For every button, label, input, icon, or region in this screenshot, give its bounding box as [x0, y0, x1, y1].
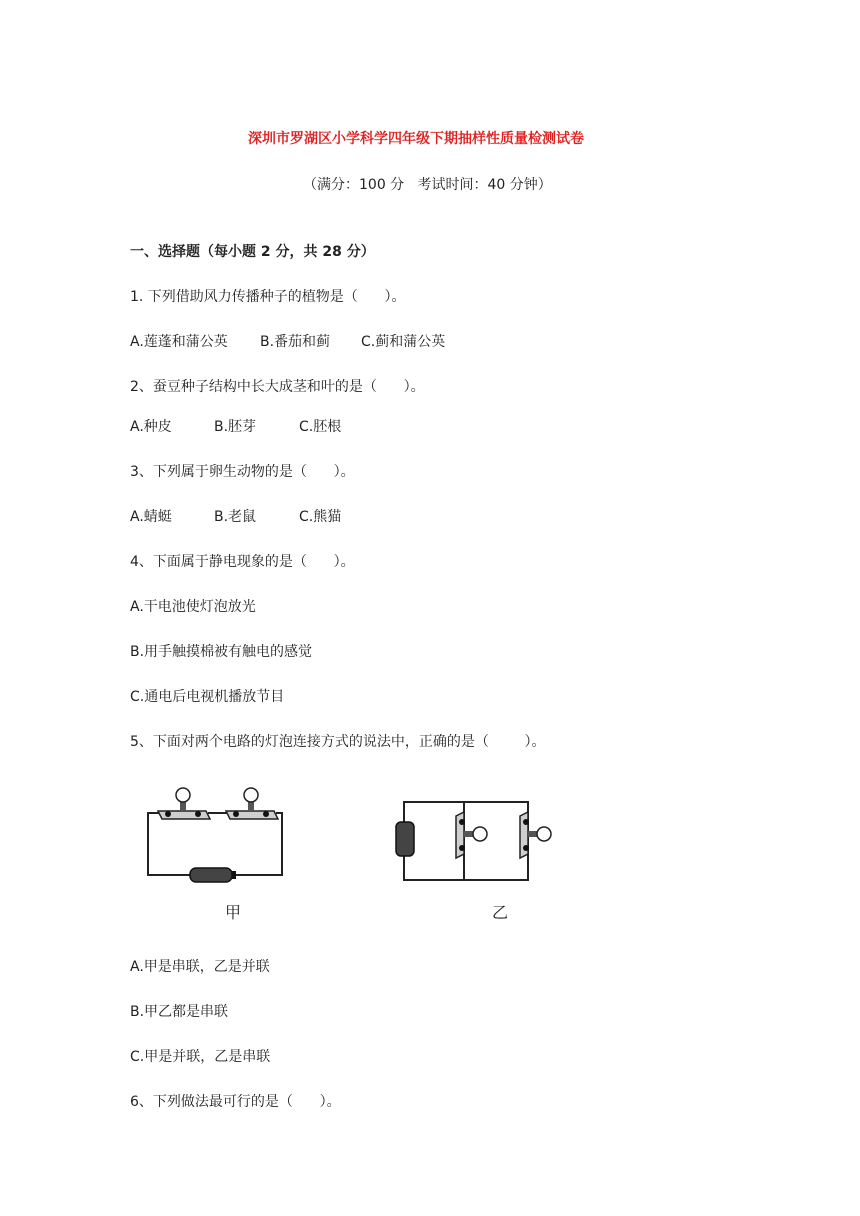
question-2-option-c: C.胚根: [299, 419, 342, 435]
question-1-option-b: B.番茄和蓟: [260, 334, 331, 350]
question-3-option-c: C.熊猫: [299, 509, 342, 525]
circuit-label-a: 甲: [225, 903, 242, 922]
question-2-stem: 2、蚕豆种子结构中长大成茎和叶的是（ ）。: [130, 379, 425, 395]
question-3-option-b: B.老鼠: [214, 509, 257, 525]
bulb-holder-icon: [520, 812, 528, 858]
bulb-icon: [537, 827, 551, 841]
wire: [236, 813, 282, 875]
question-1-option-a: A.莲蓬和蒲公英: [130, 334, 228, 350]
bulb-icon: [176, 788, 190, 802]
question-5-option-c: C.甲是并联，乙是串联: [130, 1049, 271, 1065]
score-time-info: （满分：100 分 考试时间：40 分钟）: [303, 177, 552, 193]
bulb-icon: [473, 827, 487, 841]
page-title: 深圳市罗湖区小学科学四年级下期抽样性质量检测试卷: [248, 131, 584, 147]
circuit-diagram-parallel: [390, 790, 560, 890]
battery-icon: [190, 868, 232, 882]
section-heading: 一、选择题（每小题 2 分，共 28 分）: [130, 244, 375, 260]
question-3-stem: 3、下列属于卵生动物的是（ ）。: [130, 464, 355, 480]
question-4-option-a: A.干电池使灯泡放光: [130, 599, 256, 615]
circuit-diagram-series: [140, 785, 290, 890]
bulb-icon: [244, 788, 258, 802]
question-1-option-c: C.蓟和蒲公英: [361, 334, 446, 350]
question-4-option-b: B.用手触摸棉被有触电的感觉: [130, 644, 313, 660]
question-5-option-b: B.甲乙都是串联: [130, 1004, 229, 1020]
circuit-label-b: 乙: [492, 903, 509, 922]
bulb-holder-icon: [456, 812, 464, 858]
question-4-stem: 4、下面属于静电现象的是（ ）。: [130, 554, 355, 570]
question-6-stem: 6、下列做法最可行的是（ ）。: [130, 1094, 341, 1110]
question-1-stem: 1. 下列借助风力传播种子的植物是（ ）。: [130, 289, 406, 305]
question-4-option-c: C.通电后电视机播放节目: [130, 689, 285, 705]
battery-icon: [396, 822, 414, 856]
question-3-option-a: A.蜻蜓: [130, 509, 172, 525]
question-2-option-a: A.种皮: [130, 419, 172, 435]
question-5-stem: 5、下面对两个电路的灯泡连接方式的说法中，正确的是（ ）。: [130, 734, 546, 750]
wire: [404, 802, 528, 880]
question-5-option-a: A.甲是串联，乙是并联: [130, 959, 270, 975]
question-2-option-b: B.胚芽: [214, 419, 257, 435]
wire: [148, 813, 170, 875]
